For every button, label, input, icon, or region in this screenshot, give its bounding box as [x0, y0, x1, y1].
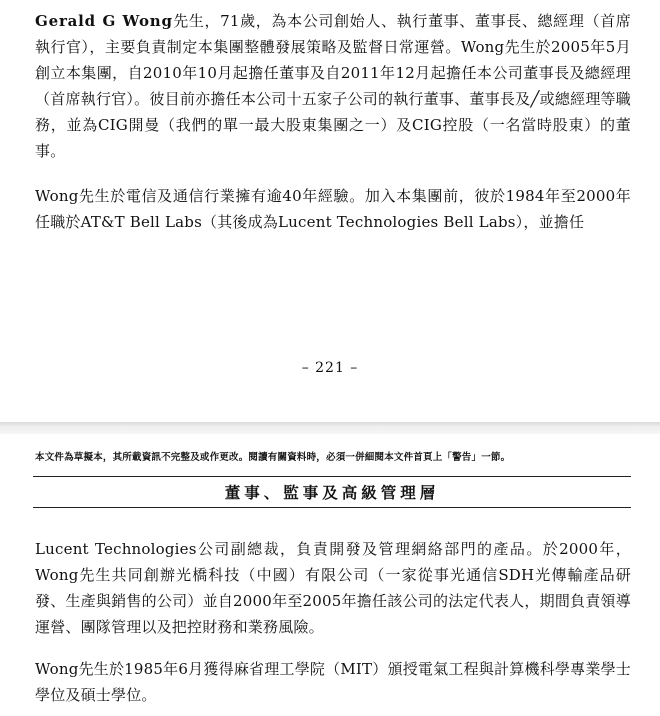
draft-notice: 本文件為草擬本，其所載資訊不完整及或作更改。閱讀有關資料時，必須一併細閱本文件首頁上「警告」一節。 — [35, 452, 511, 463]
bio-paragraph-1-text: 先生，71歲，為本公司創始人、執行董事、董事長、總經理（首席執行官），主要負責制定本集團整體發展策略及監督日常運營。Wong先生於2005年5月創立本集團，自2010年10月起擔任董事及自2011年12月起擔任本公司董事長及總經理（首席執行官）。彼目前亦擔任本公司十五家子公司的執行董事、董事長及╱或總經理等職務，並為CIG開曼（我們的單一最大股東集團之一）及CIG控股（一名當時股東）的董事。 — [35, 12, 631, 160]
bio-paragraph-2: Wong先生於電信及通信行業擁有逾40年經驗。加入本集團前，彼於1984年至2000年任職於AT&T Bell Labs（其後成為Lucent Technologies Bell Labs），並擔任 — [35, 187, 631, 231]
section-title: 董事、監事及高級管理層 — [224, 484, 440, 502]
page-separator — [0, 422, 660, 434]
bio-paragraph-4: Wong先生於1985年6月獲得麻省理工學院（MIT）頒授電氣工程與計算機科學專業學士學位及碩士學位。 — [35, 660, 631, 704]
director-name: Gerald G Wong — [35, 12, 173, 30]
bio-paragraph-1 — [35, 8, 631, 164]
page-number: – 221 – — [301, 360, 359, 376]
bio-paragraph-3: Lucent Technologies公司副總裁，負責開發及管理網絡部門的產品。於2000年，Wong先生共同創辦光橋科技（中國）有限公司（一家從事光通信SDH光傳輸產品研發、生產與銷售的公司）並自2000年至2005年擔任該公司的法定代表人，期間負責領導運營、團隊管理以及把控財務和業務風險。 — [35, 540, 631, 636]
header-rule-top — [33, 476, 631, 477]
current-page — [0, 434, 660, 716]
header-rule-bottom — [33, 507, 631, 508]
